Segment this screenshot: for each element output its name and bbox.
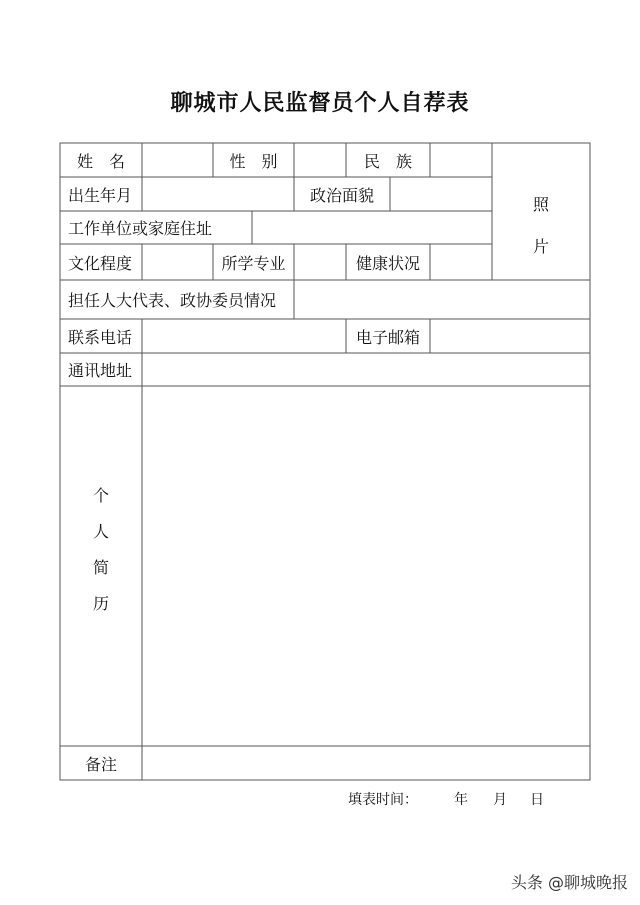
- birth-date-label: 出生年月: [68, 185, 133, 205]
- remarks-label: 备注: [84, 754, 117, 774]
- fill-date-year: 年: [454, 792, 468, 808]
- fill-date-day: 日: [530, 792, 544, 808]
- political-status-label: 政治面貌: [309, 185, 374, 205]
- major-label: 所学专业: [221, 253, 286, 273]
- photo-label-2: 片: [532, 237, 549, 256]
- email-field[interactable]: [430, 319, 590, 353]
- mailing-address-field[interactable]: [142, 353, 590, 386]
- gender-label: 性 别: [229, 151, 278, 171]
- work-address-label: 工作单位或家庭住址: [68, 219, 213, 238]
- resume-char: 个: [92, 486, 109, 505]
- resume-char: 历: [92, 594, 109, 613]
- mailing-address-label: 通讯地址: [68, 361, 133, 380]
- resume-char: 简: [92, 558, 109, 577]
- work-address-field[interactable]: [252, 211, 492, 244]
- health-label: 健康状况: [355, 253, 420, 273]
- form-title: 聊城市人民监督员个人自荐表: [170, 91, 470, 116]
- gender-field[interactable]: [294, 143, 346, 177]
- fill-date-month: 月: [493, 792, 507, 808]
- source-watermark: 头条 @聊城晚报: [510, 873, 628, 892]
- resume-char: 人: [92, 522, 109, 541]
- ethnicity-label: 民 族: [363, 151, 412, 171]
- phone-label: 联系电话: [68, 327, 133, 347]
- resume-label: [60, 478, 142, 622]
- npc-cppcc-label: 担任人大代表、政协委员情况: [68, 291, 277, 310]
- name-field[interactable]: [142, 143, 213, 177]
- ethnicity-field[interactable]: [430, 143, 492, 177]
- name-label: 姓 名: [76, 151, 125, 171]
- email-label: 电子邮箱: [355, 327, 420, 347]
- npc-cppcc-field[interactable]: [294, 280, 590, 319]
- major-field[interactable]: [294, 244, 346, 280]
- resume-field[interactable]: [142, 386, 590, 746]
- photo-label-1: 照: [532, 195, 549, 214]
- health-field[interactable]: [430, 244, 492, 280]
- education-field[interactable]: [142, 244, 213, 280]
- fill-date-label: 填表时间：: [348, 792, 418, 808]
- education-label: 文化程度: [68, 253, 133, 273]
- political-status-field[interactable]: [390, 177, 492, 211]
- remarks-field[interactable]: [142, 746, 590, 780]
- phone-field[interactable]: [142, 319, 346, 353]
- photo-area[interactable]: [492, 187, 590, 265]
- birth-date-field[interactable]: [142, 177, 294, 211]
